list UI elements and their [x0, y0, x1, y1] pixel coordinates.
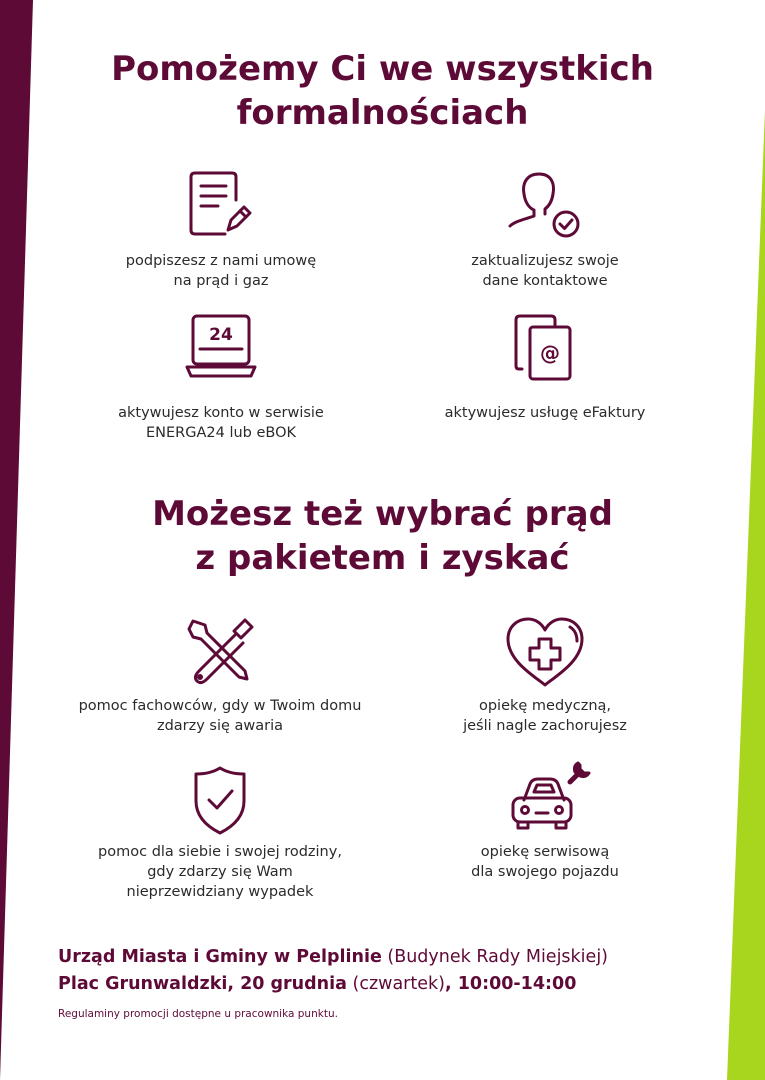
svg-text:@: @ — [540, 341, 560, 365]
caption-vehicle-service — [410, 842, 680, 882]
caption-family-help-line3: nieprzewidziany wypadek — [126, 884, 314, 900]
user-check-icon — [507, 170, 583, 242]
caption-expert-help — [60, 696, 380, 736]
footer-disclaimer: Regulaminy promocji dostępne u pracownika punktu. — [58, 1008, 338, 1020]
caption-sign-contract-line2: na prąd i gaz — [173, 273, 269, 289]
caption-update-contact-line1: zaktualizujesz swoje — [471, 253, 619, 269]
caption-sign-contract-line1: podpiszesz z nami umowę — [125, 253, 317, 269]
caption-vehicle-service-line2: dla swojego pojazdu — [471, 864, 619, 880]
heading-package-line1: Możesz też wybrać prąd — [152, 494, 613, 534]
caption-efaktura — [410, 403, 680, 423]
shield-check-icon — [192, 765, 248, 835]
heading-package — [60, 492, 705, 580]
svg-text:24: 24 — [209, 325, 233, 345]
caption-update-contact-line2: dane kontaktowe — [482, 273, 608, 289]
caption-expert-help-line2: zdarzy się awaria — [156, 718, 284, 734]
right-green-stripe — [725, 0, 765, 1080]
caption-efaktura-line1: aktywujesz usługę eFaktury — [444, 405, 646, 421]
caption-vehicle-service-line1: opiekę serwisową — [480, 844, 610, 860]
car-wrench-icon — [508, 760, 592, 834]
caption-activate-account-line1: aktywujesz konto w serwisie — [118, 405, 324, 421]
footer-date-time — [58, 970, 576, 999]
caption-sign-contract — [96, 251, 346, 291]
footer-comma: , — [444, 974, 458, 994]
caption-update-contact — [420, 251, 670, 291]
document-pen-icon — [188, 170, 252, 238]
footer-day-note: (czwartek) — [346, 974, 445, 994]
caption-medical-care-line2: jeśli nagle zachorujesz — [463, 718, 627, 734]
heading-formalities — [60, 47, 705, 135]
footer-hours: 10:00-14:00 — [457, 974, 577, 994]
heart-cross-icon — [504, 615, 586, 689]
heading-package-line2: z pakietem i zyskać — [195, 538, 570, 578]
laptop-24-icon — [185, 313, 257, 381]
caption-expert-help-line1: pomoc fachowców, gdy w Twoim domu — [78, 698, 362, 714]
caption-activate-account — [86, 403, 356, 443]
footer-place-note: (Budynek Rady Miejskiej) — [381, 947, 609, 967]
caption-activate-account-line2: ENERGA24 lub eBOK — [145, 425, 297, 441]
caption-medical-care-line1: opiekę medyczną, — [478, 698, 612, 714]
caption-medical-care — [410, 696, 680, 736]
left-maroon-stripe — [0, 0, 40, 1080]
footer-place-name: Urząd Miasta i Gminy w Pelplinie — [58, 947, 382, 967]
heading-formalities-line1: Pomożemy Ci we wszystkich — [111, 49, 654, 89]
caption-family-help-line2: gdy zdarzy się Wam — [147, 864, 293, 880]
tools-icon — [185, 615, 257, 687]
efaktura-documents-icon — [513, 313, 575, 383]
heading-formalities-line2: formalnościach — [236, 93, 529, 133]
footer-location — [58, 943, 608, 972]
caption-family-help — [70, 842, 370, 902]
caption-family-help-line1: pomoc dla siebie i swojej rodziny, — [98, 844, 342, 860]
footer-address-date: Plac Grunwaldzki, 20 grudnia — [58, 974, 347, 994]
